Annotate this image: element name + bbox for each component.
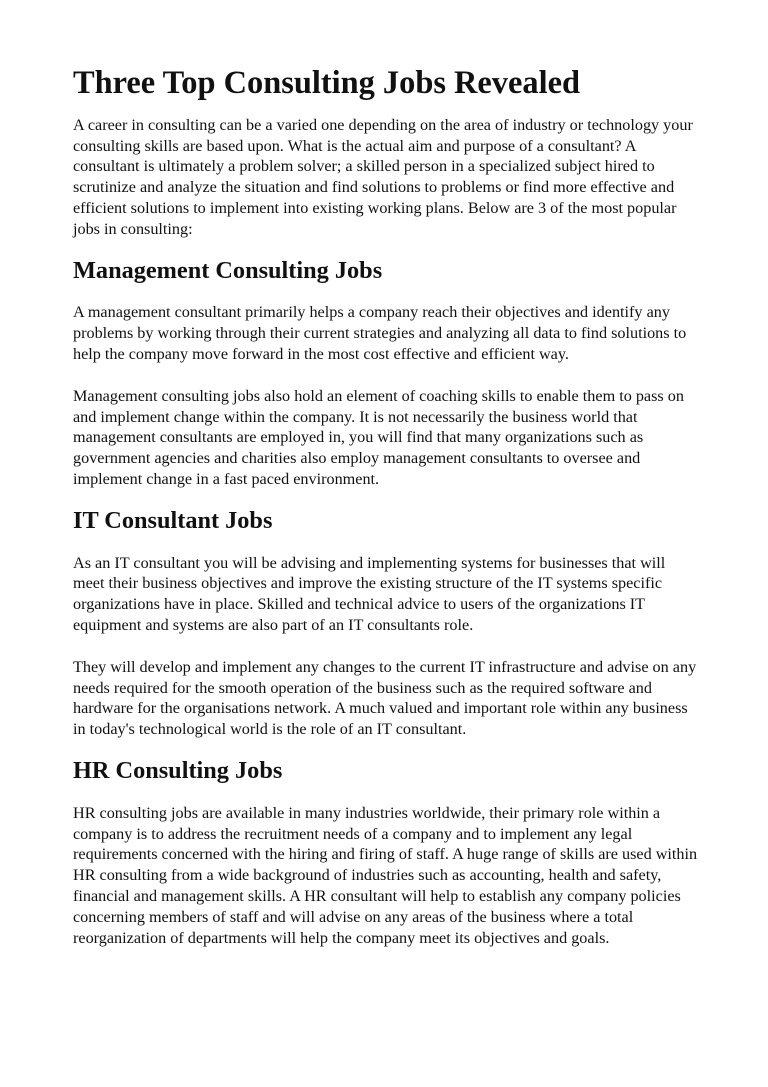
section-paragraph: Management consulting jobs also hold an element of coaching skills to enable them to pass on and implement change within the company. It is not necessarily the business world that management consultants are employed in, you will find that many organizations such as government agencies and charities also employ management consultants to oversee and implement change in a fast paced environment. — [73, 386, 684, 488]
section-paragraph: A management consultant primarily helps a company reach their objectives and identify any problems by working through their current strategies and analyzing all data to find solutions to help the company move forward in the most cost effective and efficient way. — [73, 303, 687, 363]
section-hr — [73, 756, 698, 948]
section-paragraph: As an IT consultant you will be advising and implementing systems for businesses that will meet their business objectives and improve the existing structure of the IT systems specific organizations have in place. Skilled and technical advice to users of the organizations IT equipment and systems are also part of an IT consultants role. — [73, 553, 666, 634]
section-heading: HR Consulting Jobs — [73, 756, 283, 784]
section-paragraph: HR consulting jobs are available in many industries worldwide, their primary role within a company is to address the recruitment needs of a company and to implement any legal requirements concerned with the hiring and firing of staff. A huge range of skills are used within HR consulting from a wide background of industries such as accounting, health and safety, financial and management skills. A HR consultant will help to establish any company policies concerning members of staff and will advise on any areas of the business where a total reorganization of departments will help the company meet its objectives and goals. — [73, 803, 698, 947]
document-title: Three Top Consulting Jobs Revealed — [73, 65, 580, 101]
section-it — [73, 506, 698, 740]
section-heading: Management Consulting Jobs — [73, 256, 383, 284]
intro-paragraph: A career in consulting can be a varied one depending on the area of industry or technology your consulting skills are based upon. What is the actual aim and purpose of a consultant? A consultant is ultimately a problem solver; a skilled person in a specialized subject hired to scrutinize and analyze the situation and find solutions to problems or find more effective and efficient solutions to implement into existing working plans. Below are 3 of the most popular jobs in consulting: — [73, 115, 693, 238]
section-heading: IT Consultant Jobs — [73, 506, 273, 534]
document-page — [73, 65, 698, 969]
section-management — [73, 256, 698, 490]
section-paragraph: They will develop and implement any changes to the current IT infrastructure and advise on any needs required for the smooth operation of the business such as the required software and hardware for the organisations network. A much valued and important role within any business in today's technological world is the role of an IT consultant. — [73, 657, 697, 739]
